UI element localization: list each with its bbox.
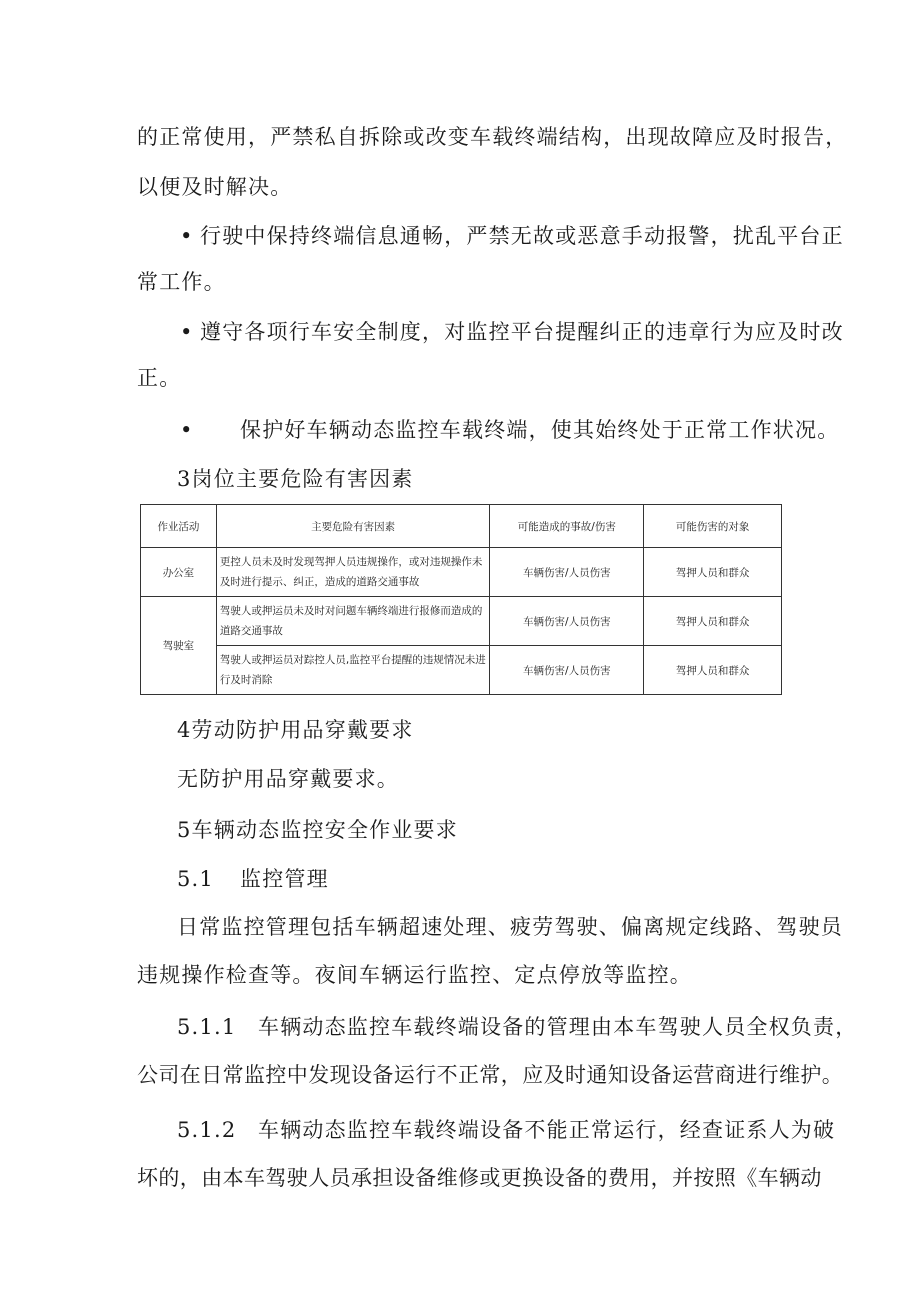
factor-cell: 驾驶人或押运员对踪控人员,监控平台提醒的违规情况未进行及时消除 xyxy=(216,646,490,695)
bullet-line: 行驶中保持终端信息通畅，严禁无故或恶意手动报警，扰乱平台正 xyxy=(200,224,844,248)
table-row xyxy=(141,597,782,646)
table-header: 可能造成的事故/伤害 xyxy=(490,505,644,548)
hazard-table xyxy=(140,504,782,695)
section-heading: 5车辆动态监控安全作业要求 xyxy=(177,818,458,842)
paragraph-line: 违规操作检查等。夜间车辆运行监控、定点停放等监控。 xyxy=(137,963,692,987)
paragraph-line: 的正常使用，严禁私自拆除或改变车载终端结构，出现故障应及时报告， xyxy=(137,125,848,149)
paragraph-line: 车辆动态监控车载终端设备的管理由本车驾驶人员全权负责， xyxy=(258,1015,858,1039)
paragraph-line: 公司在日常监控中发现设备运行不正常，应及时通知设备运营商进行维护。 xyxy=(137,1063,844,1087)
table-header-row xyxy=(141,505,782,548)
section-heading: 3岗位主要危险有害因素 xyxy=(177,467,414,491)
subsection-number: 5.1.1 xyxy=(177,1015,237,1039)
factor-cell: 更控人员未及时发现驾押人员违规操作，或对违规操作未及时进行提示、纠正，造成的道路交通事故 xyxy=(216,548,490,597)
bullet-icon: • xyxy=(180,320,193,344)
subsection-title: 监控管理 xyxy=(240,867,329,891)
bullet-line: 常工作。 xyxy=(137,270,226,294)
accident-cell: 车辆伤害/人员伤害 xyxy=(490,646,644,695)
target-cell: 驾押人员和群众 xyxy=(644,548,782,597)
paragraph-line: 车辆动态监控车载终端设备不能正常运行，经查证系人为破 xyxy=(258,1118,836,1142)
table-header: 作业活动 xyxy=(141,505,217,548)
paragraph-line: 日常监控管理包括车辆超速处理、疲劳驾驶、偏离规定线路、驾驶员 xyxy=(177,915,843,939)
bullet-icon: • xyxy=(180,418,193,442)
bullet-icon: • xyxy=(180,224,193,248)
target-cell: 驾押人员和群众 xyxy=(644,597,782,646)
table-row xyxy=(141,548,782,597)
bullet-line: 正。 xyxy=(137,366,182,390)
activity-cell: 驾驶室 xyxy=(141,597,217,695)
table-header: 主要危险有害因素 xyxy=(216,505,490,548)
table-header: 可能伤害的对象 xyxy=(644,505,782,548)
bullet-line: 保护好车辆动态监控车载终端，使其始终处于正常工作状况。 xyxy=(240,418,840,442)
table-row xyxy=(141,646,782,695)
subsection-number: 5.1 xyxy=(177,867,214,891)
factor-cell: 驾驶人或押运员未及时对问题车辆终端进行报修而造成的道路交通事故 xyxy=(216,597,490,646)
accident-cell: 车辆伤害/人员伤害 xyxy=(490,548,644,597)
section-heading: 4劳动防护用品穿戴要求 xyxy=(177,718,414,742)
activity-cell: 办公室 xyxy=(141,548,217,597)
target-cell: 驾押人员和群众 xyxy=(644,646,782,695)
paragraph-line: 坏的，由本车驾驶人员承担设备维修或更换设备的费用，并按照《车辆动 xyxy=(137,1166,822,1190)
section-body: 无防护用品穿戴要求。 xyxy=(177,767,399,791)
paragraph-line: 以便及时解决。 xyxy=(137,175,293,199)
accident-cell: 车辆伤害/人员伤害 xyxy=(490,597,644,646)
bullet-line: 遵守各项行车安全制度，对监控平台提醒纠正的违章行为应及时改 xyxy=(200,320,844,344)
subsection-number: 5.1.2 xyxy=(177,1118,237,1142)
